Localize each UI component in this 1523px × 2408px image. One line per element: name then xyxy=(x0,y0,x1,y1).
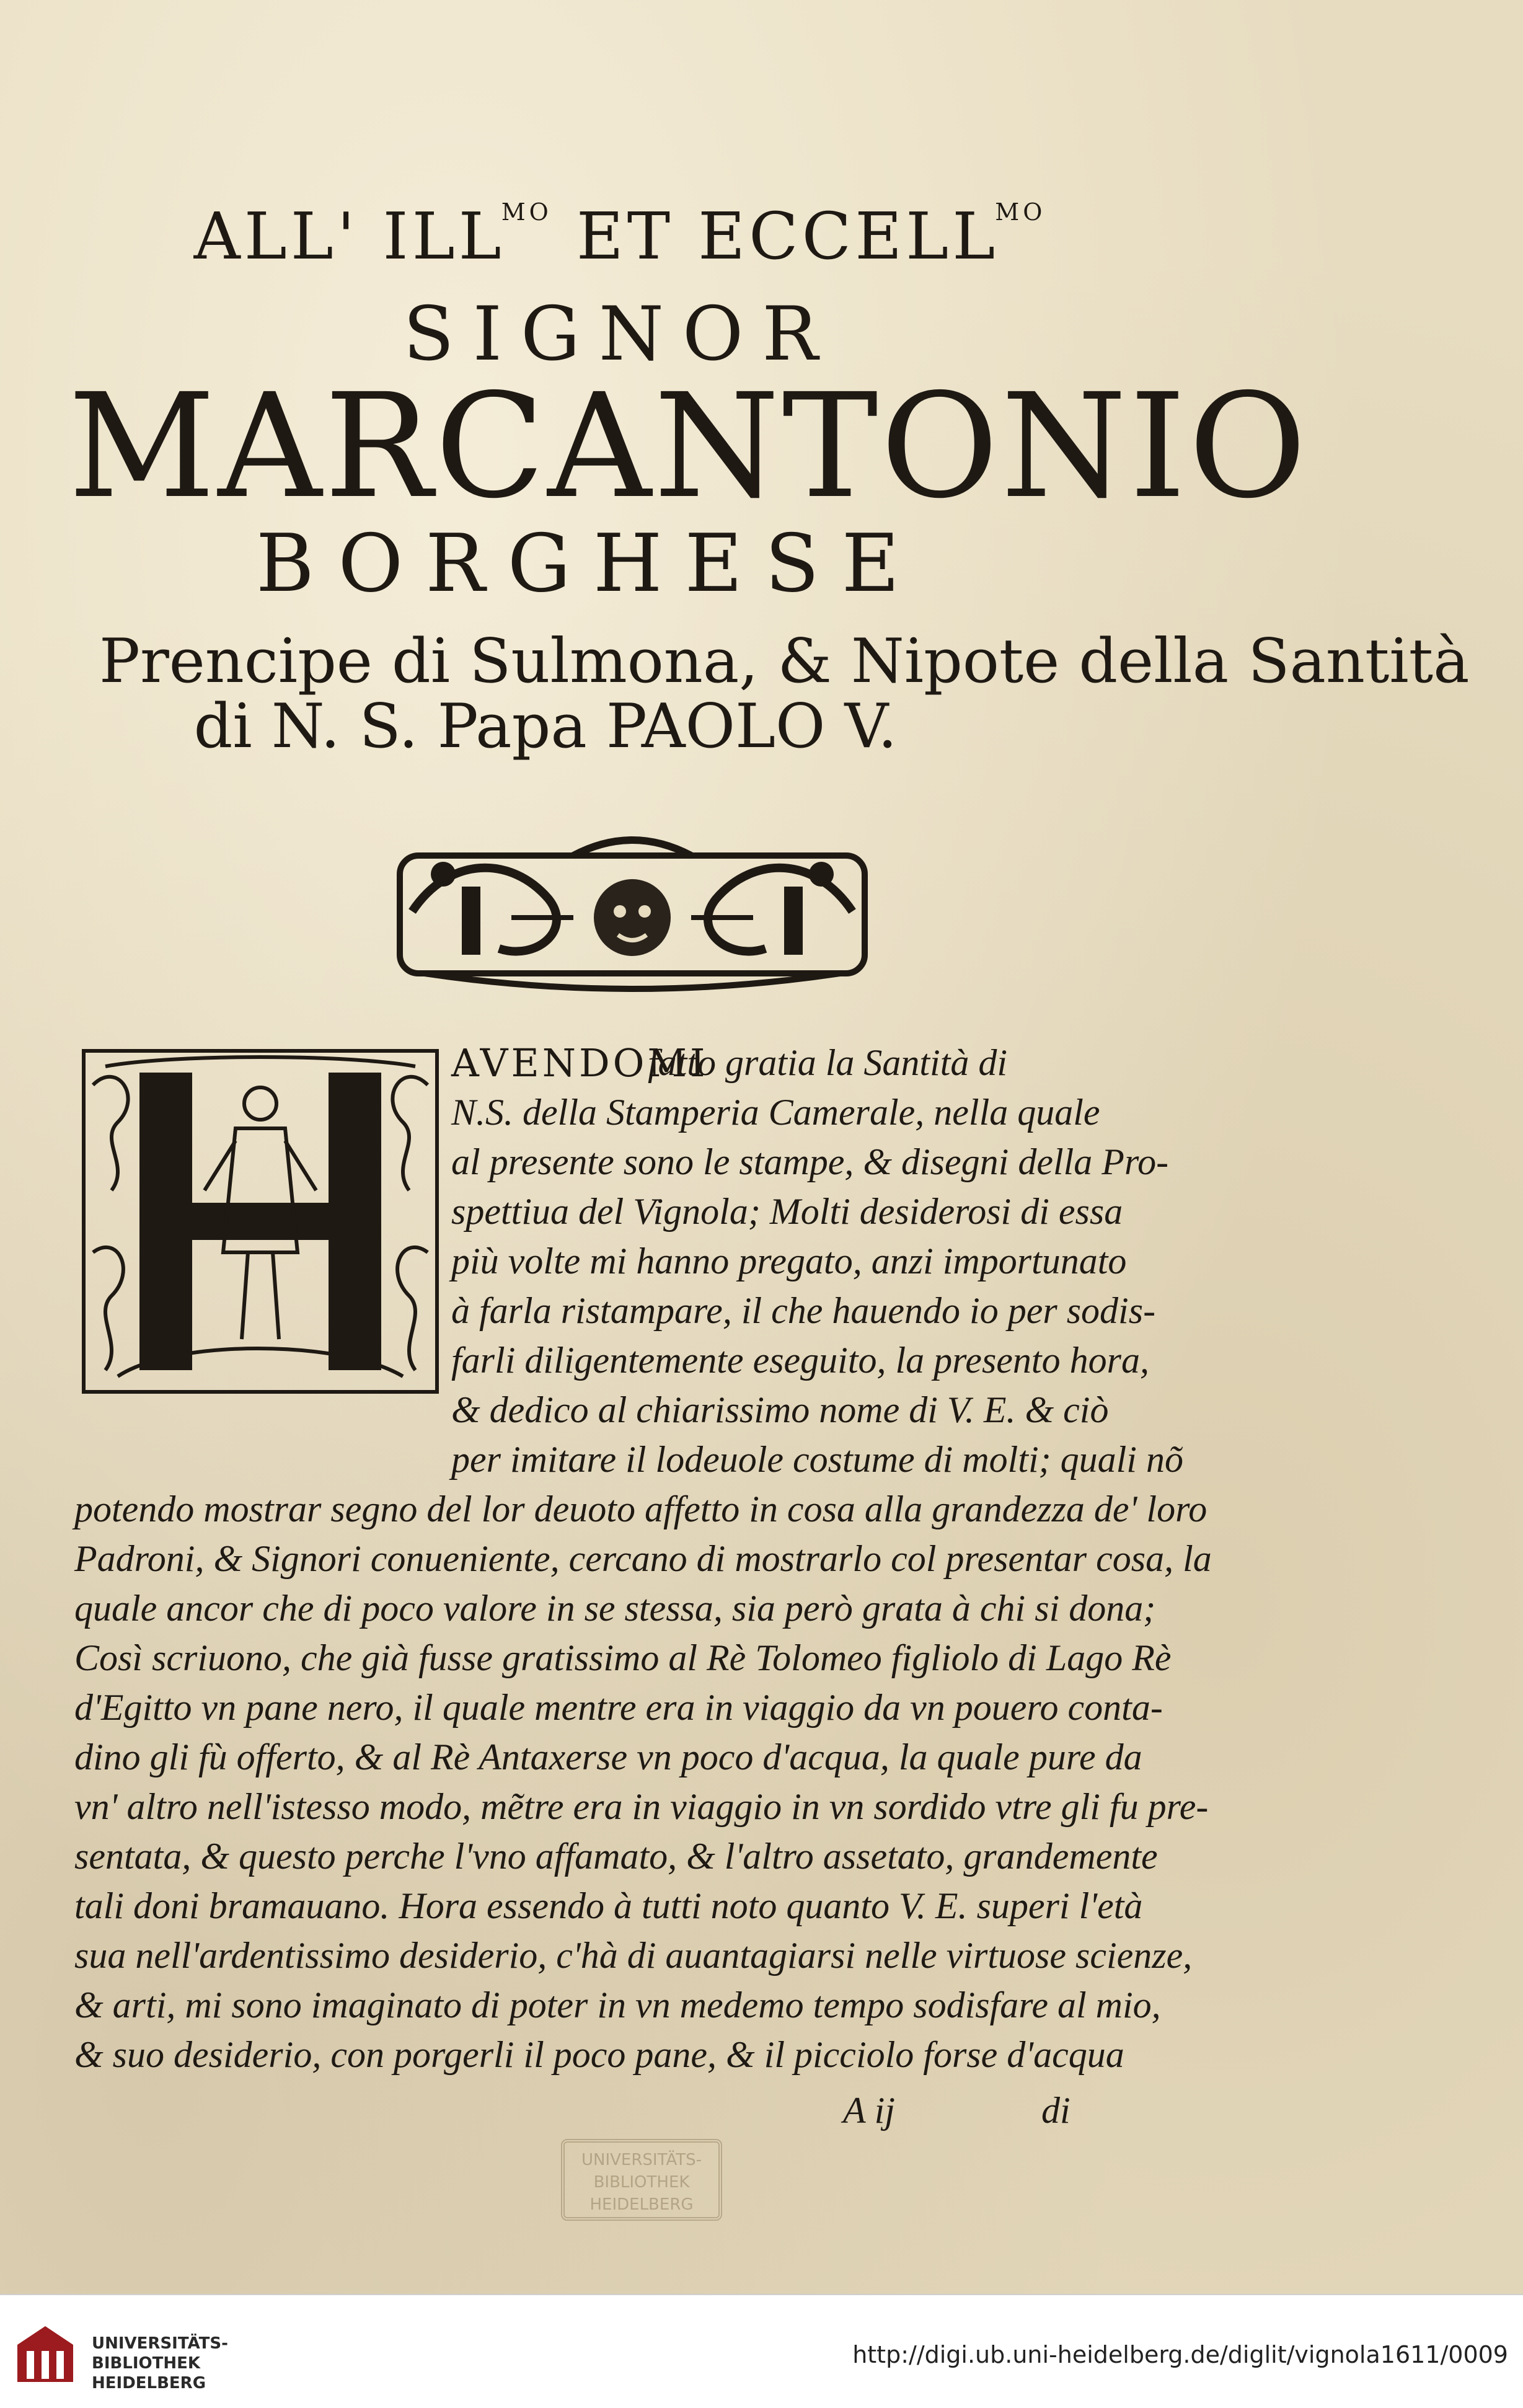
body-line: d'Egitto vn pane nero, il quale mentre era in viaggio da vn pouero conta- xyxy=(74,1687,1163,1728)
title-subtitle-2: di N. S. Papa PAOLO V. xyxy=(193,691,898,762)
title-signor: SIGNOR xyxy=(403,291,837,378)
footer-library-name: UNIVERSITÄTS- BIBLIOTHEK HEIDELBERG xyxy=(92,2334,228,2393)
body-line: & suo desiderio, con porgerli il poco pane, & il picciolo forse d'acqua xyxy=(74,2034,1124,2075)
title-name: MARCANTONIO xyxy=(68,363,1309,530)
decorated-initial-h xyxy=(81,1048,440,1395)
body-line: farli diligentemente eseguito, la presento hora, xyxy=(451,1340,1149,1381)
body-line: dino gli fù offerto, & al Rè Antaxerse vn poco d'acqua, la quale pure da xyxy=(74,1737,1142,1777)
body-line: vn' altro nell'istesso modo, mẽtre era in viaggio in vn sordido vtre gli fu pre- xyxy=(74,1786,1209,1827)
body-line: Padroni, & Signori conueniente, cercano di mostrarlo col presentar cosa, la xyxy=(74,1538,1212,1579)
catchword: di xyxy=(1041,2090,1071,2131)
title-surname: BORGHESE xyxy=(255,518,922,610)
stamp-line: BIBLIOTHEK xyxy=(593,2173,690,2192)
title-dedication-line: ALL' $ILL^{MO}$ ET $ECCELL^{MO}$ xyxy=(193,198,1046,274)
stamp-line: HEIDELBERG xyxy=(589,2195,694,2214)
body-line: sentata, & questo perche l'vno affamato, & l'altro assetato, grandemente xyxy=(74,1836,1158,1877)
body-line: potendo mostrar segno del lor deuoto affetto in cosa alla grandezza de' loro xyxy=(74,1489,1207,1529)
body-line: sua nell'ardentissimo desiderio, c'hà di auantagiarsi nelle virtuose scienze, xyxy=(74,1935,1193,1976)
footer-url-link[interactable]: http://digi.ub.uni-heidelberg.de/diglit/vignola1611/0009 xyxy=(852,2341,1508,2368)
body-line: quale ancor che di poco valore in se stessa, sia però grata à chi si dona; xyxy=(74,1588,1156,1629)
body-line: & dedico al chiarissimo nome di V. E. & ciò xyxy=(451,1389,1109,1430)
title-superscript-1: MO xyxy=(501,198,552,226)
stamp-line: UNIVERSITÄTS- xyxy=(581,2151,702,2169)
footer-bar xyxy=(0,2294,1523,2408)
body-line: al presente sono le stampe, & disegni della Pro- xyxy=(451,1141,1169,1182)
body-line: tali doni bramauano. Hora essendo à tutti noto quanto V. E. superi l'età xyxy=(74,1885,1143,1926)
body-line: N.S. della Stamperia Camerale, nella quale xyxy=(451,1092,1100,1133)
body-line: per imitare il lodeuole costume di molti; quali nõ xyxy=(451,1439,1183,1480)
body-line: più volte mi hanno pregato, anzi importunato xyxy=(451,1241,1127,1281)
body-line: & arti, mi sono imaginato di poter in vn medemo tempo sodisfare al mio, xyxy=(74,1985,1161,2025)
title-subtitle-1: Prencipe di Sulmona, & Nipote della Santità xyxy=(99,626,1470,697)
body-line: fatto gratia la Santità di xyxy=(648,1042,1008,1083)
body-line: spettiua del Vignola; Molti desiderosi di essa xyxy=(451,1191,1123,1232)
university-library-logo-icon xyxy=(11,2320,79,2388)
body-line: à farla ristampare, il che hauendo io per sodis- xyxy=(451,1290,1156,1331)
body-first-word: AVENDOMI xyxy=(451,1040,709,1086)
title-superscript-2: MO xyxy=(995,198,1046,226)
library-stamp xyxy=(561,2139,722,2221)
ornament-fleuron xyxy=(387,831,877,995)
body-line: Così scriuono, che già fusse gratissimo al Rè Tolomeo figliolo di Lago Rè xyxy=(74,1637,1172,1678)
signature-mark: A ij xyxy=(843,2090,895,2131)
